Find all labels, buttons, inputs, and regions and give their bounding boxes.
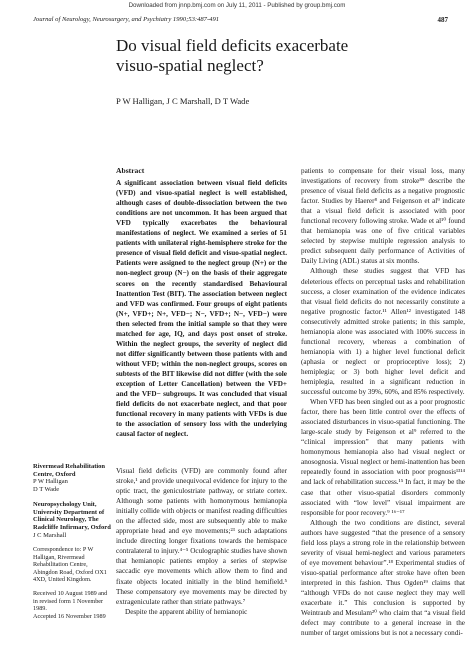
affiliation: [33, 463, 113, 494]
correspondence-note: Correspondence to: P W Halligan, Rivermead Rehabilitation Centre, Abingdon Road, Oxford OX1 4XD, United Kingdom.: [33, 546, 107, 583]
body-column-left: [116, 466, 287, 617]
body-paragraph: Visual field deficits (VFD) are commonly found after stroke,¹ and provide unequivocal evidence for injury to the optic tract, the geniculostriate pathway, or striate cortex. Although some patients with homonymous hemianopia initially collide with objects or manifest reading difficulties on the affected side, most are subsequently able to make appropriate head and eye movements;²³ such adaptations include directing longer fixations towards the hemispace contralateral to injury.⁴⁻⁵ Oculographic studies have shown that hemianopic patients employ a series of stepwise saccadic eye movements which allow them to find and fixate objects located initially in the blind hemifield.⁵ These compensatory eye movements may be directed by extrageniculate rather than striate pathways.⁷: [116, 467, 288, 606]
author-list: P W Halligan, J C Marshall, D T Wade: [116, 96, 250, 106]
affiliation-sidebar: [33, 463, 113, 627]
download-banner: Downloaded from jnnp.bmj.com on July 11, 2011 - Published by group.bmj.com: [128, 2, 346, 9]
body-column-right: [301, 166, 465, 638]
affiliation-authors: J C Marshall: [33, 531, 67, 539]
page-number: 487: [437, 16, 448, 24]
body-paragraph: When VFD has been singled out as a poor prognostic factor, there has been little control over the effects of associated disturbances in visuo-spatial functioning. The large-scale study by Feigenson et al⁹ referred to the “clinical impression” that many patients with homonymous hemianopia also had visual neglect or anosognosia. Visual neglect or hemi-inattention has been repeatedly found in association with poor prognosis¹³¹⁴ and lack of rehabilitation success.¹⁵ In fact, it may be the case that other visuo-spatial disorders commonly associated with “low level” visual impairment are responsible for poor recovery.⁹ ¹⁶⁻¹⁷: [301, 398, 465, 517]
affiliation-institution: Neuropsychology Unit, University Department of Clinical Neurology, The Radcliffe Infirmary, Oxford: [33, 500, 111, 531]
abstract: [116, 166, 287, 439]
journal-citation: Journal of Neurology, Neurosurgery, and Psychiatry 1990;53:487-491: [33, 16, 220, 23]
abstract-heading: Abstract: [116, 166, 145, 175]
body-paragraph: patients to compensate for their visual loss, many investigations of recovery from stroke⁸⁹ describe the presence of visual field deficits as a negative prognostic factor. Studies by Haerer⁸ and Feigenson et al⁹ indicate that a visual field deficit is associated with poor functional recovery following stroke. Wade et al¹⁰ found that hemianopia was one of five critical variables selected by stepwise multiple regression analysis to predict subsequent daily performance of Activities of Daily Living (ADL) status at six months.: [301, 167, 465, 266]
body-paragraph: Despite the apparent ability of hemianopic: [125, 607, 248, 616]
abstract-text: A significant association between visual field deficits (VFD) and visuo-spatial neglect is well established, although cases of double-dissociation between the two conditions are not uncommon. It has been argued that VFD typically exacerbates the behavioural manifestations of neglect. We examined a series of 51 patients with unilateral right-hemisphere stroke for the presence of visual field deficit and visuo-spatial neglect. Patients were assigned to the neglect group (N+) or the non-neglect group (N−) on the basis of their aggregate scores on the recently standardised Behavioural Inattention Test (BIT). The association between neglect and VFD was confirmed. Four groups of eight patients (N+, VFD+; N+, VFD−; N−, VFD+; N−, VFD−) were then selected from the initial sample so that they were matched for age, IQ, and days post onset of stroke. Within the neglect groups, the severity of neglect did not differ significantly between those patients with and without VFD; within the non-neglect groups, scores on subtests of the BIT likewise did not differ (with the sole exception of Letter Cancellation) between the VFD+ and the VFD− subgroups. It was concluded that visual field deficits do not exacerbate neglect, and that poor functional recovery in many patients with VFDs is due to the association of sensory loss with the underlying causal factor of neglect.: [116, 179, 287, 439]
affiliation: [33, 501, 113, 540]
received-dates: Received 10 August 1989 and in revised form 1 November 1989. Accepted 16 November 1989: [33, 590, 108, 620]
title-line-1: Do visual field deficits exacerbate: [116, 36, 349, 55]
affiliation-authors: P W Halligan D T Wade: [33, 478, 68, 494]
body-paragraph: Although the two conditions are distinct, several authors have suggested “that the presence of a sensory field loss plays a strong role in the relationship between severity of visual hemi-neglect and various parameters of eye movement behaviour”.¹⁸ Experimental studies of visuo-spatial performance after stroke have often been interpreted in this fashion. Thus Ogden¹⁹ claims that “although VFDs do not cause neglect they may well exacerbate it.” This conclusion is supported by Weintraub and Mesulam²⁰ who claim that “a visual field defect may contribute to a general increase in the number of target omissions but is not a necessary condi-: [301, 518, 465, 638]
affiliation-institution: Rivermead Rehabilitation Centre, Oxford: [33, 463, 106, 478]
title-line-2: visuo-spatial neglect?: [116, 56, 264, 75]
body-paragraph: Although these studies suggest that VFD has deleterious effects on perceptual tasks and rehabilitation success, a closer examination of the evidence indicates that visual field deficits do not necessarily constitute a negative prognostic factor.¹¹ Allen¹² investigated 148 consecutively admitted stroke patients; in this sample, hemianopia alone was associated with 100% success in functional recovery, whereas a combination of hemianopia with 1) a higher level functional deficit (aphasia or neglect or proprioceptive loss); 2) hemiplegia; or 3) both higher level deficit and hemiplegia, resulted in a significant reduction in successful outcome by 39%, 60%, and 85% respectively.: [301, 267, 465, 397]
article-title: [116, 36, 456, 76]
